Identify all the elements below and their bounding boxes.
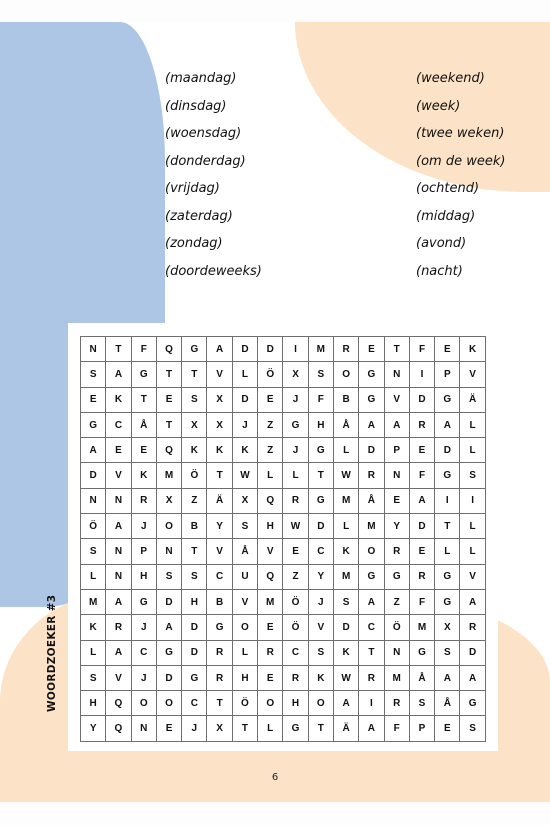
dutch-translation: (doordeweeks) [165, 263, 262, 279]
grid-cell[interactable]: K [333, 640, 358, 665]
grid-cell[interactable]: N [106, 488, 131, 513]
dutch-translation: (weekend) [416, 71, 485, 86]
grid-cell[interactable]: V [384, 387, 409, 412]
grid-cell[interactable]: G [409, 640, 434, 665]
grid-cell[interactable]: H [182, 589, 207, 614]
grid-cell[interactable]: A [81, 438, 106, 463]
grid-cell[interactable]: E [384, 488, 409, 513]
grid-cell[interactable]: A [106, 362, 131, 387]
grid-cell[interactable]: Q [106, 716, 131, 741]
grid-cell[interactable]: R [409, 564, 434, 589]
grid-cell[interactable]: V [460, 362, 485, 387]
grid-cell[interactable]: D [258, 337, 283, 362]
grid-cell[interactable]: W [232, 463, 257, 488]
grid-cell[interactable]: N [384, 362, 409, 387]
grid-cell[interactable]: R [359, 463, 384, 488]
grid-cell[interactable]: K [308, 665, 333, 690]
grid-cell[interactable]: N [81, 337, 106, 362]
grid-cell[interactable]: R [384, 539, 409, 564]
grid-cell[interactable]: G [131, 589, 156, 614]
grid-cell[interactable]: S [81, 362, 106, 387]
grid-cell[interactable]: S [333, 589, 358, 614]
grid-cell[interactable]: A [359, 412, 384, 437]
grid-cell[interactable]: E [435, 337, 460, 362]
grid-cell[interactable]: G [182, 665, 207, 690]
grid-cell[interactable]: Ö [384, 615, 409, 640]
grid-cell[interactable]: T [131, 387, 156, 412]
dutch-translation: (vrijdag) [165, 181, 220, 196]
dutch-translation: (woensdag) [165, 126, 242, 141]
grid-row [81, 387, 486, 412]
grid-cell[interactable]: D [460, 640, 485, 665]
grid-cell[interactable]: T [207, 691, 232, 716]
grid-cell[interactable]: L [435, 539, 460, 564]
grid-cell[interactable]: S [435, 640, 460, 665]
grid-cell[interactable]: D [232, 387, 257, 412]
grid-cell[interactable]: L [283, 463, 308, 488]
grid-row [81, 463, 486, 488]
grid-row [81, 640, 486, 665]
grid-cell[interactable]: D [232, 337, 257, 362]
grid-cell[interactable]: Y [308, 564, 333, 589]
grid-cell[interactable]: E [409, 438, 434, 463]
grid-row [81, 488, 486, 513]
grid-cell[interactable]: I [409, 362, 434, 387]
grid-cell[interactable]: Y [384, 514, 409, 539]
grid-cell[interactable]: Z [283, 564, 308, 589]
grid-cell[interactable]: Å [131, 412, 156, 437]
grid-cell[interactable]: R [106, 615, 131, 640]
grid-cell[interactable]: A [333, 691, 358, 716]
grid-cell[interactable]: Q [106, 691, 131, 716]
grid-cell[interactable]: E [409, 539, 434, 564]
grid-cell[interactable]: A [207, 337, 232, 362]
grid-cell[interactable]: F [131, 337, 156, 362]
content-panel [0, 22, 550, 802]
grid-cell[interactable]: K [333, 539, 358, 564]
grid-row [81, 362, 486, 387]
word-search-puzzle [68, 323, 498, 751]
grid-cell[interactable]: F [409, 463, 434, 488]
grid-cell[interactable]: H [81, 691, 106, 716]
grid-cell[interactable]: T [308, 716, 333, 741]
grid-cell[interactable]: Ä [333, 716, 358, 741]
grid-cell[interactable]: K [460, 337, 485, 362]
grid-cell[interactable]: D [409, 387, 434, 412]
grid-cell[interactable]: T [435, 514, 460, 539]
grid-cell[interactable]: P [409, 716, 434, 741]
grid-cell[interactable]: L [460, 514, 485, 539]
dutch-translation: (ochtend) [416, 181, 480, 196]
grid-cell[interactable]: L [232, 640, 257, 665]
dutch-translation: (nacht) [416, 263, 463, 279]
grid-cell[interactable]: R [333, 337, 358, 362]
grid-cell[interactable]: C [182, 691, 207, 716]
grid-cell[interactable]: V [460, 564, 485, 589]
grid-cell[interactable]: O [156, 514, 181, 539]
grid-cell[interactable]: C [283, 640, 308, 665]
grid-cell[interactable]: A [460, 589, 485, 614]
grid-cell[interactable]: W [283, 514, 308, 539]
grid-row [81, 514, 486, 539]
grid-cell[interactable]: L [232, 362, 257, 387]
grid-cell[interactable]: M [409, 615, 434, 640]
grid-cell[interactable]: Q [258, 564, 283, 589]
grid-cell[interactable]: F [409, 589, 434, 614]
grid-cell[interactable]: L [258, 463, 283, 488]
grid-cell[interactable]: P [384, 438, 409, 463]
dutch-translation: (maandag) [165, 71, 237, 86]
grid-cell[interactable]: W [333, 463, 358, 488]
grid-cell[interactable]: H [308, 412, 333, 437]
grid-cell[interactable]: E [131, 438, 156, 463]
grid-cell[interactable]: D [156, 665, 181, 690]
grid-cell[interactable]: V [258, 539, 283, 564]
grid-cell[interactable]: Å [409, 665, 434, 690]
grid-cell[interactable]: Ö [182, 463, 207, 488]
grid-row [81, 665, 486, 690]
grid-cell[interactable]: X [232, 488, 257, 513]
dutch-translation: (donderdag) [165, 153, 246, 169]
grid-cell[interactable]: G [308, 438, 333, 463]
grid-cell[interactable]: R [283, 665, 308, 690]
grid-cell[interactable]: S [232, 514, 257, 539]
grid-cell[interactable]: Ä [460, 387, 485, 412]
grid-cell[interactable]: O [308, 691, 333, 716]
grid-cell[interactable]: H [283, 691, 308, 716]
grid-cell[interactable]: C [308, 539, 333, 564]
grid-cell[interactable]: H [258, 514, 283, 539]
grid-cell[interactable]: E [359, 337, 384, 362]
grid-cell[interactable]: L [81, 564, 106, 589]
grid-cell[interactable]: J [131, 514, 156, 539]
grid-cell[interactable]: J [131, 615, 156, 640]
grid-row [81, 337, 486, 362]
dutch-translation: (avond) [416, 236, 467, 251]
grid-cell[interactable]: D [333, 615, 358, 640]
grid-cell[interactable]: D [182, 615, 207, 640]
grid-cell[interactable]: T [182, 539, 207, 564]
grid-cell[interactable]: O [156, 691, 181, 716]
grid-cell[interactable]: D [409, 514, 434, 539]
grid-cell[interactable]: Z [384, 589, 409, 614]
grid-cell[interactable]: K [106, 387, 131, 412]
grid-cell[interactable]: L [460, 412, 485, 437]
grid-cell[interactable]: T [232, 716, 257, 741]
grid-cell[interactable]: G [435, 387, 460, 412]
grid-cell[interactable]: L [333, 514, 358, 539]
grid-cell[interactable]: Z [258, 412, 283, 437]
grid-cell[interactable]: A [359, 716, 384, 741]
grid-cell[interactable]: X [207, 716, 232, 741]
grid-row [81, 615, 486, 640]
grid-cell[interactable]: T [182, 362, 207, 387]
grid-cell[interactable]: Q [156, 438, 181, 463]
grid-cell[interactable]: T [308, 463, 333, 488]
grid-cell[interactable]: L [258, 716, 283, 741]
grid-cell[interactable]: R [384, 691, 409, 716]
grid-cell[interactable]: G [460, 691, 485, 716]
grid-cell[interactable]: M [258, 589, 283, 614]
grid-cell[interactable]: V [106, 665, 131, 690]
grid-cell[interactable]: Ö [81, 514, 106, 539]
grid-cell[interactable]: X [182, 412, 207, 437]
grid-cell[interactable]: L [460, 539, 485, 564]
dutch-translation: (twee weken) [416, 126, 505, 141]
grid-cell[interactable]: R [460, 615, 485, 640]
grid-cell[interactable]: G [435, 463, 460, 488]
grid-cell[interactable]: A [106, 640, 131, 665]
grid-row [81, 691, 486, 716]
grid-cell[interactable]: M [333, 564, 358, 589]
grid-cell[interactable]: B [207, 589, 232, 614]
grid-cell[interactable]: V [106, 463, 131, 488]
grid-cell[interactable]: A [409, 488, 434, 513]
grid-cell[interactable]: J [283, 387, 308, 412]
grid-cell[interactable]: Ö [283, 615, 308, 640]
grid-cell[interactable]: R [207, 665, 232, 690]
grid-cell[interactable]: E [283, 539, 308, 564]
grid-cell[interactable]: M [156, 463, 181, 488]
grid-cell[interactable]: V [232, 589, 257, 614]
grid-cell[interactable]: A [106, 514, 131, 539]
grid-cell[interactable]: G [359, 387, 384, 412]
grid-cell[interactable]: A [384, 412, 409, 437]
grid-cell[interactable]: C [131, 640, 156, 665]
grid-cell[interactable]: G [384, 564, 409, 589]
grid-cell[interactable]: G [131, 362, 156, 387]
grid-cell[interactable]: G [359, 564, 384, 589]
dutch-translation: (zondag) [165, 236, 223, 251]
grid-cell[interactable]: O [131, 691, 156, 716]
grid-cell[interactable]: M [333, 488, 358, 513]
grid-cell[interactable]: Q [258, 488, 283, 513]
grid-cell[interactable]: T [359, 640, 384, 665]
grid-cell[interactable]: D [308, 514, 333, 539]
grid-cell[interactable]: V [207, 362, 232, 387]
grid-cell[interactable]: Ä [207, 488, 232, 513]
grid-cell[interactable]: J [232, 412, 257, 437]
grid-cell[interactable]: R [131, 488, 156, 513]
grid-row [81, 539, 486, 564]
grid-cell[interactable]: H [232, 665, 257, 690]
grid-cell[interactable]: C [106, 412, 131, 437]
grid-cell[interactable]: T [156, 412, 181, 437]
grid-cell[interactable]: T [384, 337, 409, 362]
grid-cell[interactable]: T [106, 337, 131, 362]
grid-cell[interactable]: S [81, 665, 106, 690]
grid-cell[interactable]: Å [232, 539, 257, 564]
grid-cell[interactable]: S [182, 387, 207, 412]
grid-cell[interactable]: I [359, 691, 384, 716]
grid-cell[interactable]: P [435, 362, 460, 387]
grid-cell[interactable]: F [384, 716, 409, 741]
grid-cell[interactable]: U [232, 564, 257, 589]
grid-cell[interactable]: E [156, 387, 181, 412]
grid-cell[interactable]: O [258, 691, 283, 716]
grid-cell[interactable]: E [258, 665, 283, 690]
grid-cell[interactable]: E [258, 387, 283, 412]
grid-cell[interactable]: R [258, 640, 283, 665]
grid-cell[interactable]: X [156, 488, 181, 513]
letter-grid [80, 336, 486, 742]
grid-cell[interactable]: Å [435, 691, 460, 716]
grid-cell[interactable]: O [232, 615, 257, 640]
grid-cell[interactable]: E [156, 716, 181, 741]
grid-cell[interactable]: D [81, 463, 106, 488]
dutch-translation: (dinsdag) [165, 98, 227, 114]
grid-cell[interactable]: N [106, 539, 131, 564]
grid-cell[interactable]: S [156, 564, 181, 589]
grid-cell[interactable]: J [283, 438, 308, 463]
grid-cell[interactable]: G [283, 412, 308, 437]
grid-cell[interactable]: Y [207, 514, 232, 539]
grid-cell[interactable]: Z [182, 488, 207, 513]
grid-cell[interactable]: G [81, 412, 106, 437]
grid-cell[interactable]: C [359, 615, 384, 640]
grid-cell[interactable]: D [359, 438, 384, 463]
grid-cell[interactable]: D [435, 438, 460, 463]
grid-cell[interactable]: J [182, 716, 207, 741]
grid-cell[interactable]: N [131, 716, 156, 741]
grid-cell[interactable]: G [156, 640, 181, 665]
grid-cell[interactable]: K [81, 615, 106, 640]
grid-cell[interactable]: K [207, 438, 232, 463]
grid-cell[interactable]: G [435, 589, 460, 614]
grid-cell[interactable]: A [435, 412, 460, 437]
grid-cell[interactable]: Q [156, 337, 181, 362]
grid-cell[interactable]: Ö [258, 362, 283, 387]
grid-cell[interactable]: A [359, 589, 384, 614]
grid-cell[interactable]: L [81, 640, 106, 665]
grid-cell[interactable]: J [131, 665, 156, 690]
grid-cell[interactable]: G [435, 564, 460, 589]
grid-cell[interactable]: Ö [232, 691, 257, 716]
grid-cell[interactable]: D [182, 640, 207, 665]
grid-cell[interactable]: E [435, 716, 460, 741]
page-number: 6 [271, 772, 279, 783]
grid-cell[interactable]: R [283, 488, 308, 513]
grid-cell[interactable]: T [207, 463, 232, 488]
grid-cell[interactable]: J [308, 589, 333, 614]
grid-cell[interactable]: A [435, 665, 460, 690]
grid-cell[interactable]: S [460, 463, 485, 488]
grid-cell[interactable]: N [156, 539, 181, 564]
grid-cell[interactable]: S [308, 640, 333, 665]
grid-cell[interactable]: B [182, 514, 207, 539]
grid-cell[interactable]: K [182, 438, 207, 463]
grid-cell[interactable]: H [131, 564, 156, 589]
grid-cell[interactable]: I [460, 488, 485, 513]
grid-cell[interactable]: O [359, 539, 384, 564]
grid-cell[interactable]: E [81, 387, 106, 412]
grid-cell[interactable]: V [308, 615, 333, 640]
grid-row [81, 564, 486, 589]
dutch-translation: (om de week) [416, 153, 506, 169]
grid-cell[interactable]: L [460, 438, 485, 463]
grid-cell[interactable]: R [207, 640, 232, 665]
grid-cell[interactable]: S [308, 362, 333, 387]
grid-cell[interactable]: P [131, 539, 156, 564]
grid-cell[interactable]: Å [359, 488, 384, 513]
grid-cell[interactable]: G [207, 615, 232, 640]
grid-cell[interactable]: F [308, 387, 333, 412]
grid-cell[interactable]: M [308, 337, 333, 362]
dutch-translation: (week) [416, 98, 461, 114]
grid-cell[interactable]: A [156, 615, 181, 640]
grid-row [81, 716, 486, 741]
grid-cell[interactable]: S [409, 691, 434, 716]
grid-cell[interactable]: Z [258, 438, 283, 463]
grid-cell[interactable]: N [81, 488, 106, 513]
grid-cell[interactable]: S [81, 539, 106, 564]
grid-cell[interactable]: G [283, 716, 308, 741]
grid-cell[interactable]: E [106, 438, 131, 463]
grid-cell[interactable]: G [308, 488, 333, 513]
grid-cell[interactable]: V [207, 539, 232, 564]
grid-cell[interactable]: X [283, 362, 308, 387]
grid-cell[interactable]: N [384, 463, 409, 488]
grid-cell[interactable]: A [106, 589, 131, 614]
grid-cell[interactable]: X [207, 412, 232, 437]
grid-cell[interactable]: C [207, 564, 232, 589]
grid-cell[interactable]: G [182, 337, 207, 362]
grid-cell[interactable]: Y [81, 716, 106, 741]
grid-cell[interactable]: I [435, 488, 460, 513]
grid-row [81, 412, 486, 437]
grid-cell[interactable]: I [283, 337, 308, 362]
grid-cell[interactable]: B [333, 387, 358, 412]
grid-cell[interactable]: O [333, 362, 358, 387]
grid-cell[interactable]: E [258, 615, 283, 640]
grid-cell[interactable]: X [435, 615, 460, 640]
grid-cell[interactable]: R [359, 665, 384, 690]
grid-cell[interactable]: N [106, 564, 131, 589]
grid-cell[interactable]: F [409, 337, 434, 362]
grid-cell[interactable]: G [359, 362, 384, 387]
grid-cell[interactable]: K [232, 438, 257, 463]
grid-cell[interactable]: N [384, 640, 409, 665]
grid-cell[interactable]: T [156, 362, 181, 387]
grid-cell[interactable]: Å [333, 412, 358, 437]
grid-cell[interactable]: Ö [283, 589, 308, 614]
dutch-translation: (middag) [416, 208, 476, 224]
grid-cell[interactable]: D [156, 589, 181, 614]
puzzle-title: WOORDZOEKER #3 [46, 594, 58, 712]
grid-cell[interactable]: W [333, 665, 358, 690]
grid-cell[interactable]: M [384, 665, 409, 690]
grid-cell[interactable]: M [81, 589, 106, 614]
grid-cell[interactable]: S [460, 716, 485, 741]
grid-cell[interactable]: X [207, 387, 232, 412]
grid-cell[interactable]: M [359, 514, 384, 539]
grid-cell[interactable]: S [182, 564, 207, 589]
grid-cell[interactable]: R [409, 412, 434, 437]
dutch-translation: (zaterdag) [165, 208, 233, 224]
grid-cell[interactable]: K [131, 463, 156, 488]
grid-row [81, 438, 486, 463]
grid-cell[interactable]: L [333, 438, 358, 463]
grid-row [81, 589, 486, 614]
grid-cell[interactable]: A [460, 665, 485, 690]
